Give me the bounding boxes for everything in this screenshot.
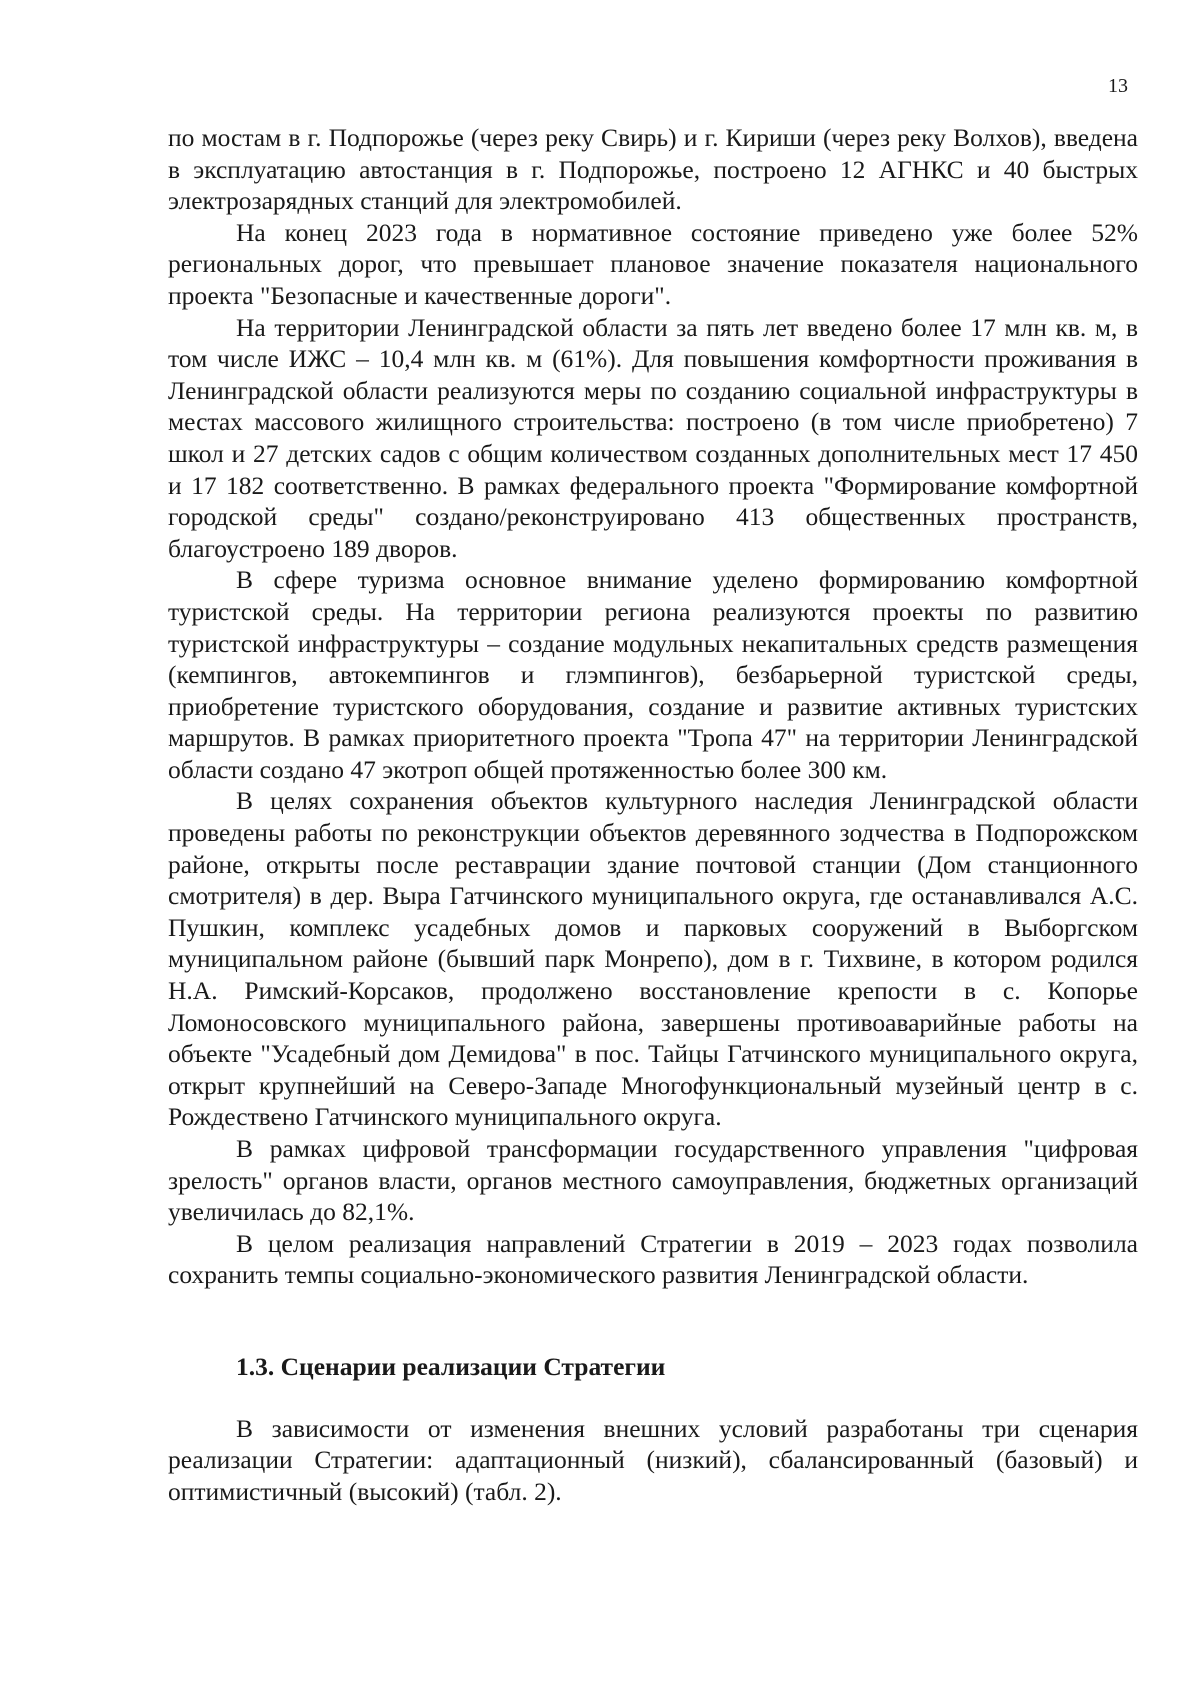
paragraph-cultural-heritage: В целях сохранения объектов культурного наследия Ленинградской области проведены работы по реконструкции объектов деревянного зодчества в Подпорожском районе, открыты после реставрации здание почтовой станции (Дом станционного смотрителя) в дер. Выра Гатчинского муниципального округа, где останавливался А.С. Пушкин, комплекс усадебных домов и парковых сооружений в Выборгском муниципальном районе (бывший парк Монрепо), дом в г. Тихвине, в котором родился Н.А. Римский-Корсаков, продолжено восстановление крепости в с. Копорье Ломоносовского муниципального района, завершены противоаварийные работы на объекте "Усадебный дом Демидова" в пос. Тайцы Гатчинского муниципального округа, открыт крупнейший на Северо-Западе Многофункциональный музейный центр в с. Рождествено Гатчинского муниципального округа.: [168, 786, 1138, 1132]
paragraph-scenarios: В зависимости от изменения внешних условий разработаны три сценария реализации Стратегии: адаптационный (низкий), сбалансированный (базовый) и оптимистичный (высокий) (табл. 2).: [168, 1413, 1138, 1506]
section-heading: 1.3. Сценарии реализации Стратегии: [236, 1351, 666, 1381]
paragraph-continuation: по мостам в г. Подпорожье (через реку Свирь) и г. Кириши (через реку Волхов), введена в эксплуатацию автостанция в г. Подпорожье, построено 12 АГНКС и 40 быстрых электрозарядных станций для электромобилей.: [168, 123, 1138, 216]
page-number: 13: [1108, 75, 1128, 97]
paragraph-summary: В целом реализация направлений Стратегии в 2019 – 2023 годах позволила сохранить темпы социально-экономического развития Ленинградской области.: [168, 1228, 1138, 1290]
document-body: [168, 122, 1138, 1507]
paragraph-tourism: В сфере туризма основное внимание уделено формированию комфортной туристской среды. На территории региона реализуются проекты по развитию туристской инфраструктуры – создание модульных некапитальных средств размещения (кемпингов, автокемпингов и глэмпингов), безбарьерной туристской среды, приобретение туристского оборудования, создание и развитие активных туристских маршрутов. В рамках приоритетного проекта "Тропа 47" на территории Ленинградской области создано 47 экотроп общей протяженностью более 300 км.: [168, 565, 1138, 784]
paragraph-roads: На конец 2023 года в нормативное состояние приведено уже более 52% региональных дорог, что превышает плановое значение показателя национального проекта "Безопасные и качественные дороги".: [168, 217, 1138, 310]
paragraph-housing: На территории Ленинградской области за пять лет введено более 17 млн кв. м, в том числе ИЖС – 10,4 млн кв. м (61%). Для повышения комфортности проживания в Ленинградской области реализуются меры по созданию социальной инфраструктуры в местах массового жилищного строительства: построено (в том числе приобретено) 7 школ и 27 детских садов с общим количеством созданных дополнительных мест 17 450 и 17 182 соответственно. В рамках федерального проекта "Формирование комфортной городской среды" создано/реконструировано 413 общественных пространств, благоустроено 189 дворов.: [168, 312, 1138, 563]
paragraph-digital: В рамках цифровой трансформации государственного управления "цифровая зрелость" органов власти, органов местного самоуправления, бюджетных организаций увеличилась до 82,1%.: [168, 1134, 1138, 1227]
